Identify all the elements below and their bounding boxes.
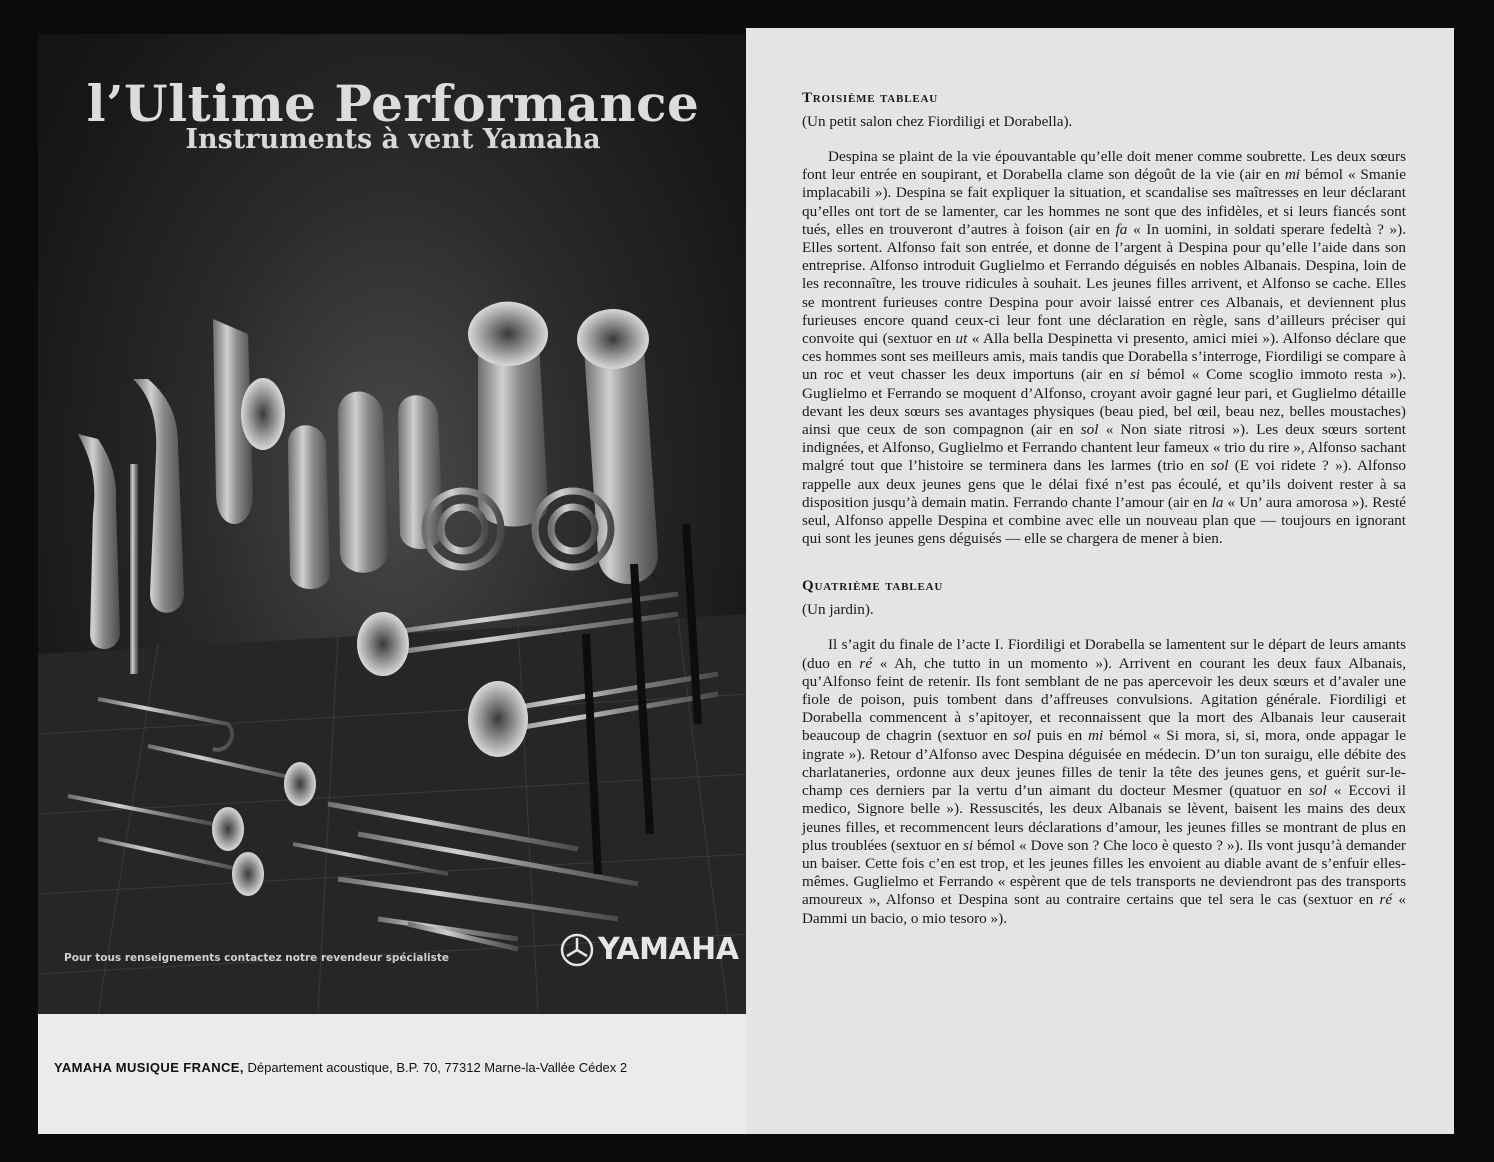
key-name: sol bbox=[1013, 727, 1031, 745]
key-name: si bbox=[962, 836, 974, 854]
text-run: « Non siate ritrosi »). Les deux sœurs sortent indignées, et Alfonso, Guglielmo et Ferrando chantent leur fameux « trio du rire », Alfonso sachant malgré tout que l’histoire se terminera dans les larmes (trio en bbox=[802, 421, 1406, 475]
key-name: mi bbox=[1088, 727, 1104, 745]
text-run: « Dammi un bacio, o mio tesoro »). bbox=[802, 891, 1406, 927]
text-run: « Un’ aura amorosa »). Resté seul, Alfonso appelle Despina et combine avec elle un nouveau plan que — toujours en ignorant qui sont les jeunes gens déguisés — elle se chargera de mener à bien. bbox=[802, 493, 1407, 548]
key-name: mi bbox=[1284, 166, 1301, 184]
advertisement-page bbox=[38, 34, 748, 1134]
ad-contact-note: Pour tous renseignements contactez notre revendeur spécialiste bbox=[64, 952, 450, 964]
paragraph-quatrieme bbox=[802, 636, 1406, 927]
instruments-photo bbox=[38, 34, 748, 1014]
text-run: bémol « Si mora, si, si, mora, onde appagar le ingrate »). Retour d’Alfonso avec Despina déguisée en médecin. D’un ton suraigu, elle débite des charlataneries, ordonne aux deux jeunes filles de tenir la tête des jeunes gens, et guérit sur-le-champ ces derniers par la vertu d’un aimant du docteur Mesmer (quatuor en bbox=[802, 727, 1406, 800]
footer-address: Département acoustique, B.P. 70, 77312 Marne-la-Vallée Cédex 2 bbox=[247, 1060, 628, 1075]
text-run: « Alla bella Despinetta vi presento, amici miei »). Alfonso déclare que ces hommes sont ses meilleurs amis, mais tandis que Dorabella s’interroge, Fiordiligi se compare à un roc et veut chasser les deux importuns (air en bbox=[802, 330, 1406, 384]
text-run: « In uomini, in soldati sperare fedeltà ? »). Elles sortent. Alfonso fait son entrée, et donne de l’argent à Despina pour qu’elle l’aide dans son entreprise. Alfonso introduit Guglielmo et Ferrando déguisés en nobles Albanais. Despina, loin de les reconnaître, les trouve ridicules à souhait. Les jeunes filles arrivent, et Alfonso se cache. Elles se montrent furieuses contre Despina pour avoir laissé entrer ces Albanais, et deviennent plus furieuses encore quand ceux-ci leur font une déclaration en règle, sans d’ailleurs préciser qui convoite qui (sextuor en bbox=[802, 220, 1406, 348]
section-setting-quatrieme: (Un jardin). bbox=[802, 601, 874, 619]
key-name: ré bbox=[1379, 891, 1393, 909]
key-name: sol bbox=[1080, 421, 1099, 439]
section-heading-quatrieme: Quatrième tableau bbox=[802, 578, 944, 595]
text-page bbox=[746, 28, 1454, 1134]
text-run: bémol « Dove son ? Che loco è questo ? »). Ils vont jusqu’à demander un baiser. Cette fois c’en est trop, et les jeunes filles les envoient au diable avant de s’enfuir elles-mêmes. Guglielmo et Ferrando « espèrent que de tels transports ne deviendront pas des transports amoureux », Alfonso et Despina sont au contraire certains que tel sera le cas (sextuor en bbox=[802, 836, 1406, 909]
text-run: bémol « Smanie implacabili »). Despina se fait expliquer la situation, et scandalise ses maîtresses en leur déclarant qu’elles ont tort de se lamenter, car les hommes ne sont que des infidèles, et si leurs fiancés sont tués, elles en trouveront d’autres à foison (air en bbox=[802, 166, 1406, 238]
section-setting-troisieme: (Un petit salon chez Fiordiligi et Dorabella). bbox=[802, 113, 1073, 130]
key-name: ut bbox=[955, 330, 968, 348]
key-name: fa bbox=[1115, 220, 1128, 238]
text-run: Il s’agit du finale de l’acte I. Fiordiligi et Dorabella se lamentent sur le départ de leurs amants (duo en bbox=[802, 636, 1406, 672]
section-spacer bbox=[802, 548, 1406, 576]
ad-title: l’Ultime Performance bbox=[86, 74, 700, 133]
text-column bbox=[802, 88, 1406, 928]
key-name: sol bbox=[1210, 457, 1229, 475]
wind-instruments-illustration bbox=[38, 34, 748, 1014]
saxophone-group bbox=[78, 319, 285, 674]
ad-subtitle: Instruments à vent Yamaha bbox=[185, 124, 601, 155]
brand-name: YAMAHA bbox=[598, 932, 739, 967]
key-name: ré bbox=[859, 654, 873, 672]
footer-address-line bbox=[54, 1060, 627, 1075]
text-run: puis en bbox=[1030, 727, 1089, 745]
key-name: si bbox=[1130, 366, 1141, 384]
yamaha-tuning-forks-icon bbox=[560, 933, 594, 967]
key-name: sol bbox=[1309, 782, 1327, 800]
section-heading-troisieme: Troisième tableau bbox=[802, 90, 938, 106]
key-name: la bbox=[1211, 493, 1224, 511]
text-run: « Eccovi il medico, Signore belle »). Ressuscités, les deux Albanais se lèvent, baisent les mains des deux jeunes filles, et recommencent leurs déclarations d’amour, les jeunes filles se montrant de plus en plus troublées (sextuor en bbox=[802, 782, 1406, 854]
paragraph-troisieme bbox=[802, 148, 1406, 548]
text-run: Despina se plaint de la vie épouvantable qu’elle doit mener comme soubrette. Les deux sœurs font leur entrée en soupirant, et Dorabella clame son dégoût de la vie (air en bbox=[802, 148, 1406, 184]
text-run: (E voi ridete ? »). Alfonso rappelle aux deux jeunes gens que le délai fixé n’est pas écoulé, et qu’ils doivent rester à sa disposition jusqu’à demain matin. Ferrando chante l’amour (air en bbox=[802, 457, 1406, 511]
yamaha-logo bbox=[560, 932, 738, 967]
ad-footer bbox=[38, 1014, 748, 1134]
footer-company: YAMAHA MUSIQUE FRANCE, bbox=[54, 1060, 244, 1075]
text-run: bémol « Come scoglio immoto resta »). Guglielmo et Ferrando se moquent d’Alfonso, croyant avoir gagné leur pari, et Guglielmo détaille devant les deux sœurs ses avantages physiques (beau pied, bel œil, beau nez, belles moustaches) ainsi que ceux de son compagnon (air en bbox=[802, 366, 1406, 439]
text-run: « Ah, che tutto in un momento »). Arrivent en courant les deux faux Albanais, qu’Alfonso feint de retenir. Ils font semblant de ne pas apercevoir les deux sœurs et d’avaler une fiole de poison, puis tombent dans d’affreuses convulsions. Agitation générale. Fiordiligi et Dorabella commencent à s’apitoyer, et reconnaissent que la mort des Albanais leur causerait beaucoup de chagrin (sextuor en bbox=[802, 654, 1406, 745]
